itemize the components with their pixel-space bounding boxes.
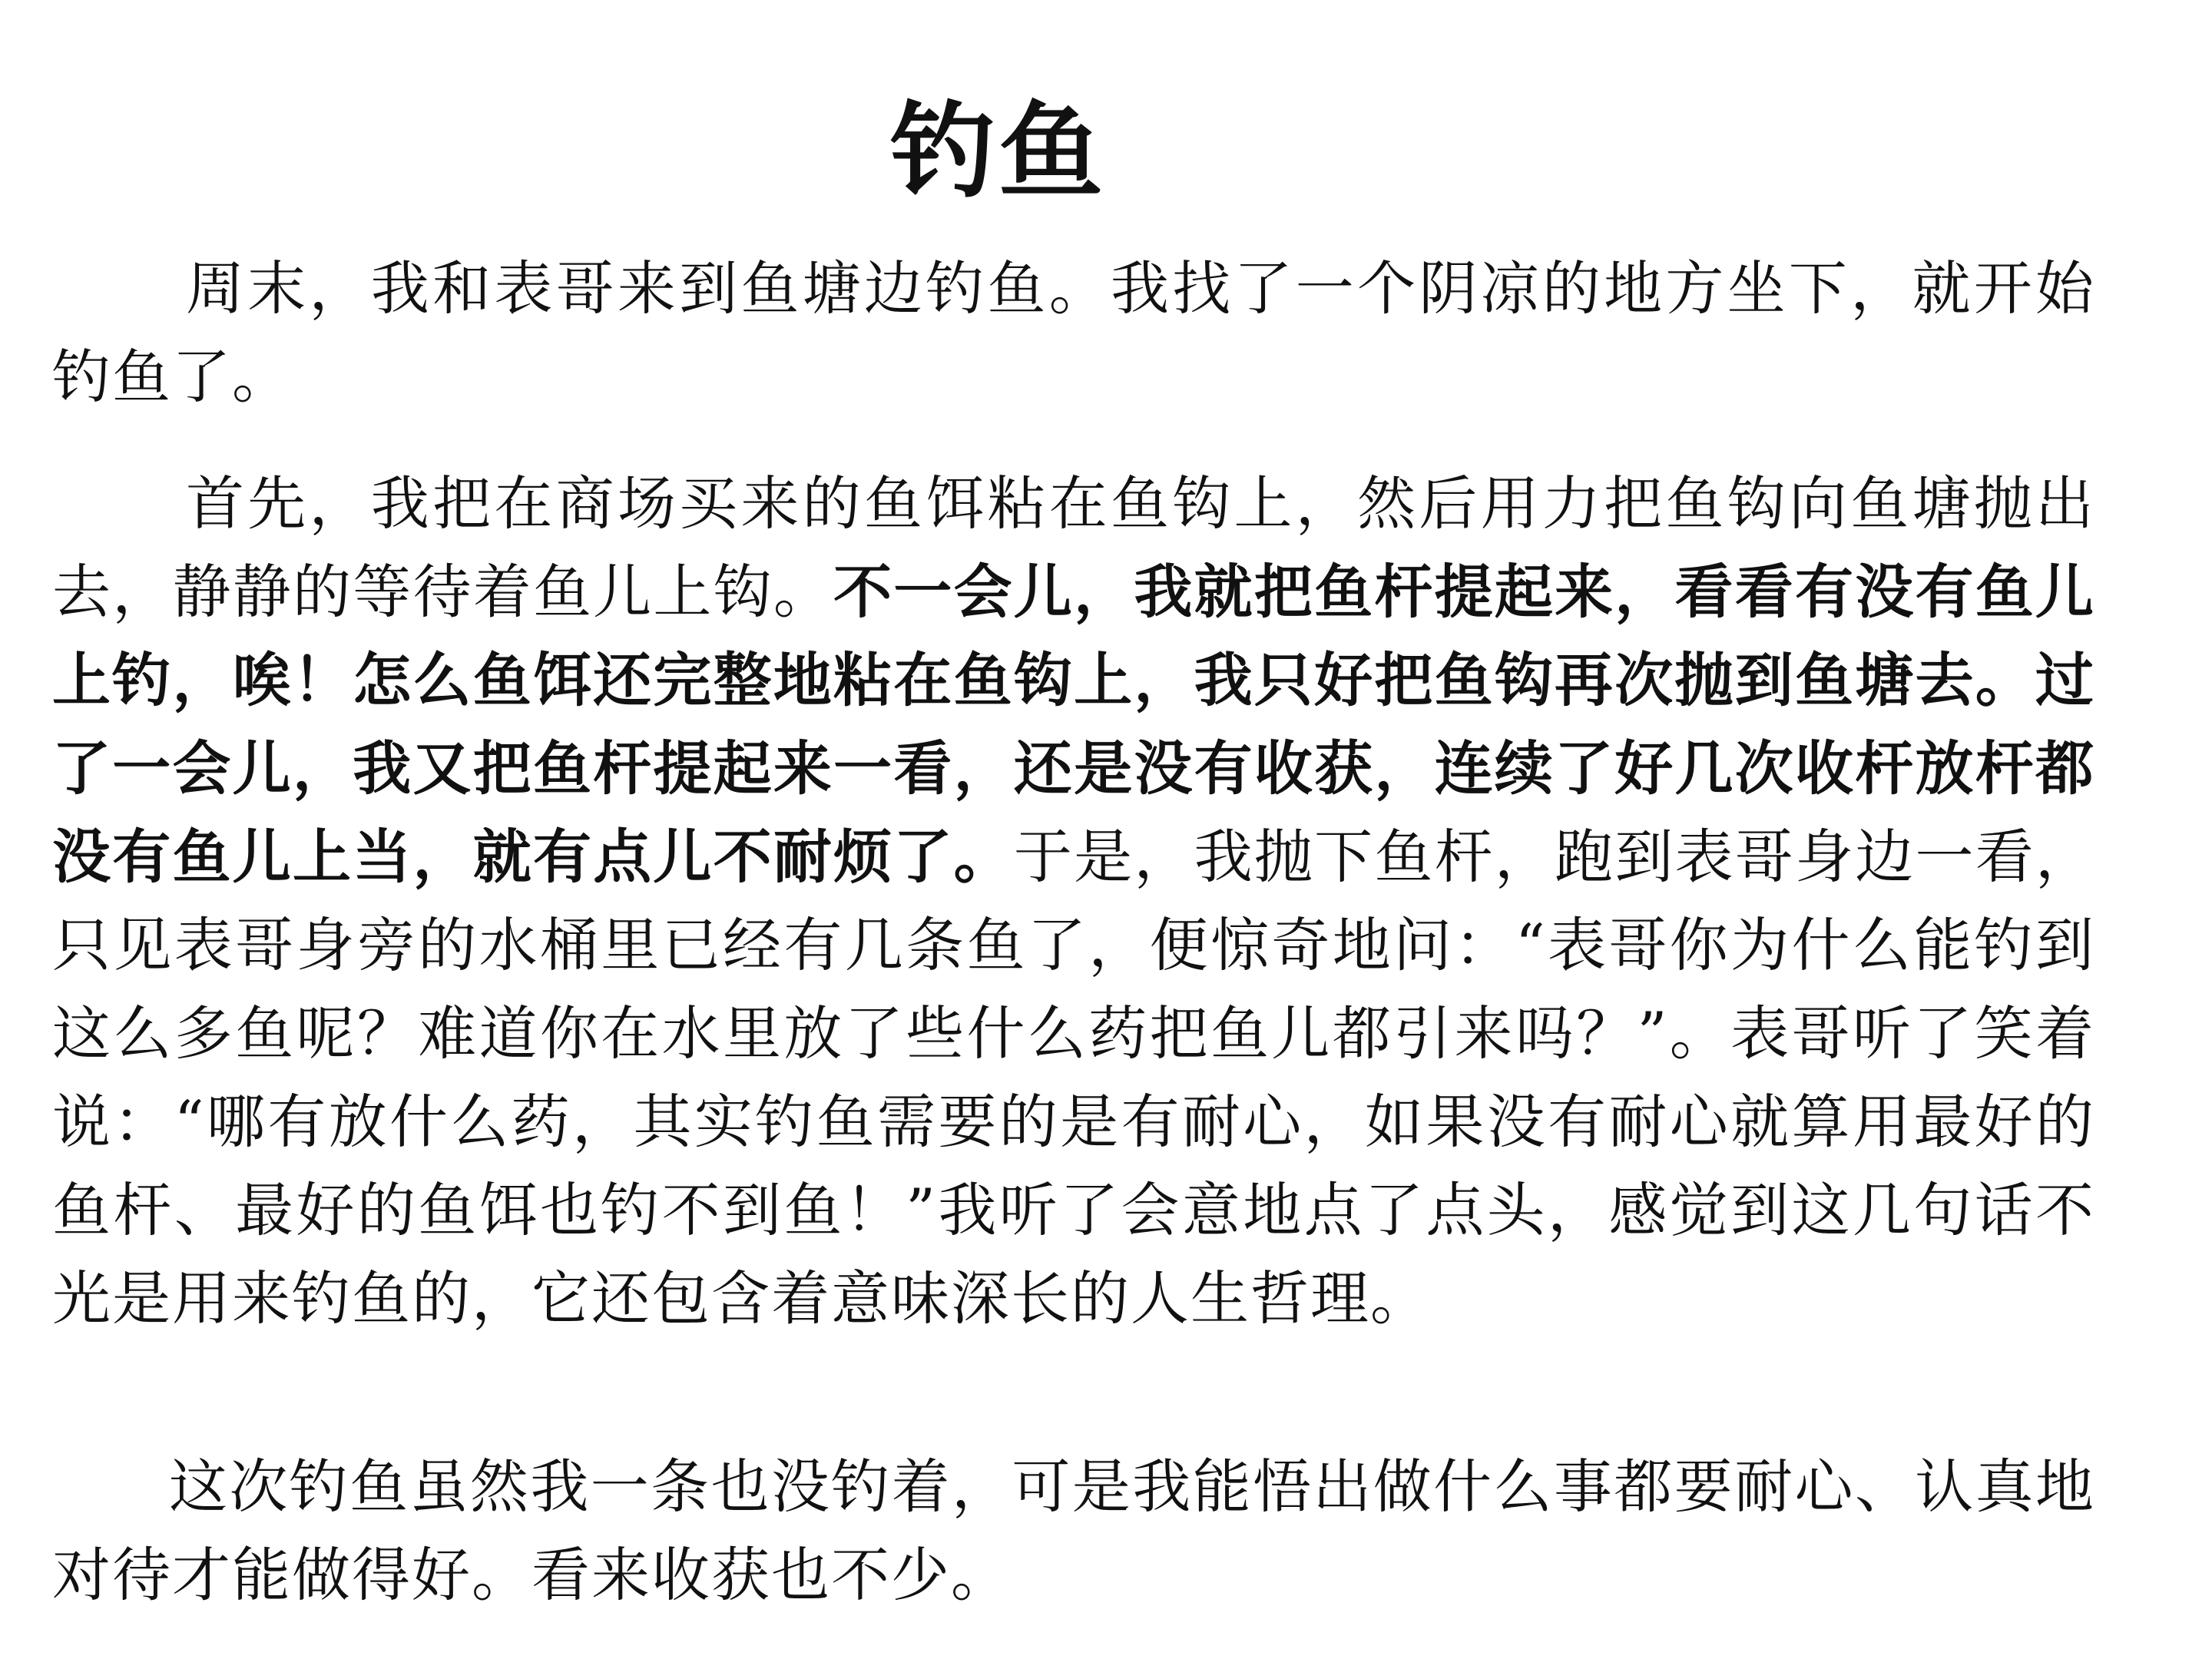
paragraph-2 — [52, 459, 2095, 1343]
paragraph-1-text: 周末，我和表哥来到鱼塘边钓鱼。我找了一个阴凉的地方坐下，就开始钓鱼了。 — [52, 254, 2095, 411]
paragraph-3 — [52, 1442, 2095, 1619]
paragraph-1 — [52, 244, 2095, 421]
paragraph-2-text-end: 于是，我抛下鱼杆，跑到表哥身边一看，只见表哥身旁的水桶里已经有几条鱼了，便惊奇地问：“表哥你为什么能钓到这么多鱼呢？难道你在水里放了些什么药把鱼儿都引来吗？”。表哥听了笑着说：“哪有放什么药，其实钓鱼需要的是有耐心，如果没有耐心就算用最好的鱼杆、最好的鱼饵也钓不到鱼！”我听了会意地点了点头，感觉到这几句话不光是用来钓鱼的，它还包含着意味深长的人生哲理。 — [52, 823, 2096, 1333]
paragraph-2-bold-text: 不一会儿，我就把鱼杆提起来，看看有没有鱼儿上钓，唉！怎么鱼饵还完整地粘在鱼钩上，我只好把鱼钩再次抛到鱼塘去。过了一会儿，我又把鱼杆提起来一看，还是没有收获，连续了好几次收杆放杆都没有鱼儿上当，就有点儿不耐烦了。 — [52, 558, 2096, 891]
paragraph-2-text-start: 首先，我把在商场买来的鱼饵粘在鱼钩上，然后用力把鱼钩向鱼塘抛出去，静静的等待着鱼儿上钩。 — [52, 469, 2095, 626]
document-title: 钓鱼 — [891, 91, 1106, 213]
paragraph-3-text: 这次钓鱼虽然我一条也没钓着，可是我能悟出做什么事都要耐心、认真地对待才能做得好。看来收获也不少。 — [52, 1452, 2095, 1609]
